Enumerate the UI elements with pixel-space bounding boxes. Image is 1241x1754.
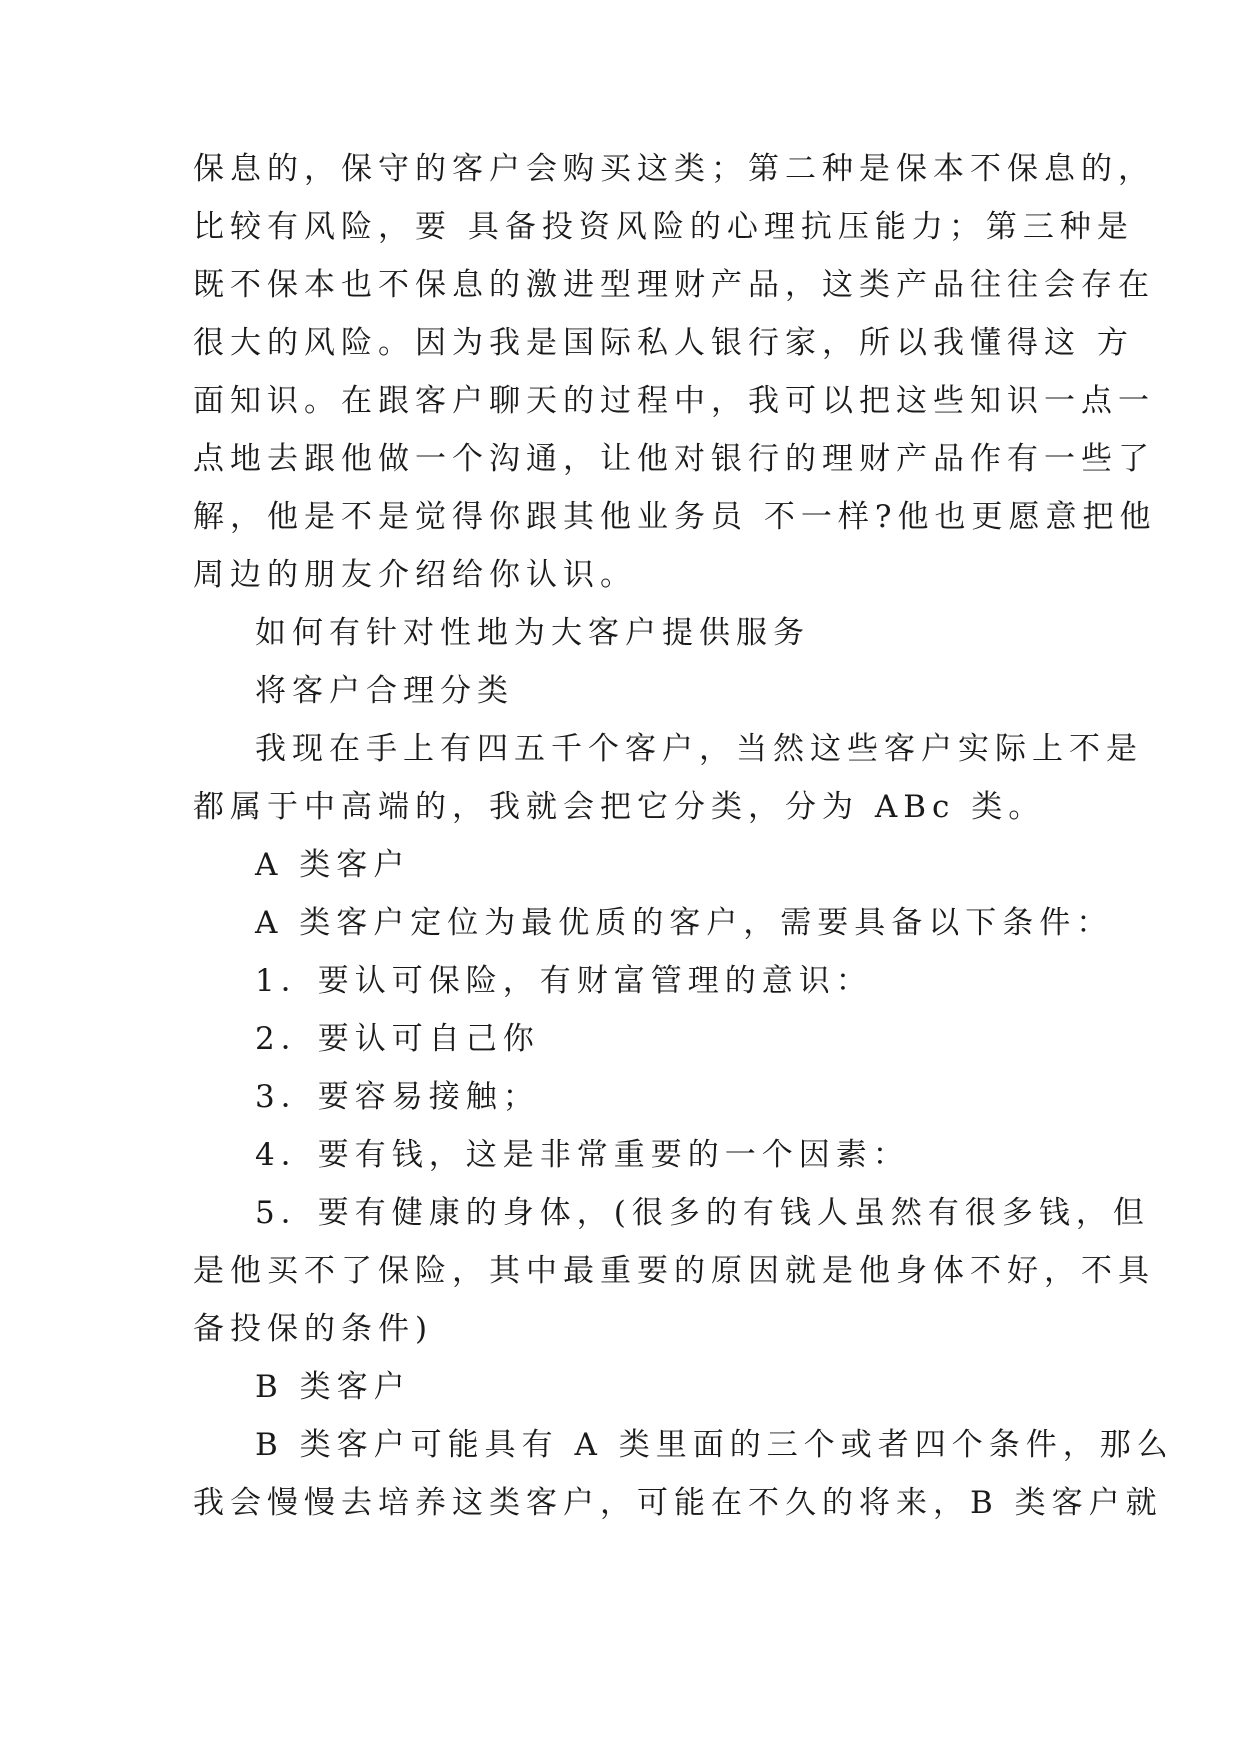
list-item: 1．要认可保险，有财富管理的意识：: [255, 963, 873, 999]
text-line: 都属于中高端的，我就会把它分类，分为 ABc 类。: [193, 789, 1046, 825]
text-line: 解，他是不是觉得你跟其他业务员 不一样?他也更愿意把他: [193, 499, 1157, 535]
text-line: 周边的朋友介绍给你认识。: [193, 557, 637, 593]
section-heading: 将客户合理分类: [255, 673, 514, 709]
text-line: 是他买不了保险，其中最重要的原因就是他身体不好，不具: [193, 1253, 1155, 1289]
section-heading: B 类客户: [255, 1369, 411, 1405]
text-line: 我现在手上有四五千个客户，当然这些客户实际上不是: [255, 731, 1143, 767]
text-line: 面知识。在跟客户聊天的过程中，我可以把这些知识一点一: [193, 383, 1155, 419]
list-item: 3．要容易接触；: [255, 1079, 540, 1115]
section-heading: 如何有针对性地为大客户提供服务: [255, 615, 810, 651]
text-line: 备投保的条件): [193, 1311, 434, 1347]
list-item: 2．要认可自己你: [255, 1021, 540, 1057]
section-heading: A 类客户: [255, 847, 411, 883]
text-line: 点地去跟他做一个沟通，让他对银行的理财产品作有一些了: [193, 441, 1155, 477]
text-line: 很大的风险。因为我是国际私人银行家，所以我懂得这 方: [193, 325, 1134, 361]
text-line: 保息的，保守的客户会购买这类；第二种是保本不保息的，: [193, 151, 1155, 187]
text-line: A 类客户定位为最优质的客户，需要具备以下条件：: [255, 905, 1114, 941]
list-item: 5．要有健康的身体，(很多的有钱人虽然有很多钱，但: [255, 1195, 1150, 1231]
text-line: 我会慢慢去培养这类客户，可能在不久的将来，B 类客户就: [193, 1485, 1163, 1521]
list-item: 4．要有钱，这是非常重要的一个因素：: [255, 1137, 910, 1173]
text-line: 既不保本也不保息的激进型理财产品，这类产品往往会存在: [193, 267, 1155, 303]
text-line: B 类客户可能具有 A 类里面的三个或者四个条件，那么: [255, 1427, 1174, 1463]
text-line: 比较有风险，要 具备投资风险的心理抗压能力；第三种是: [193, 209, 1134, 245]
